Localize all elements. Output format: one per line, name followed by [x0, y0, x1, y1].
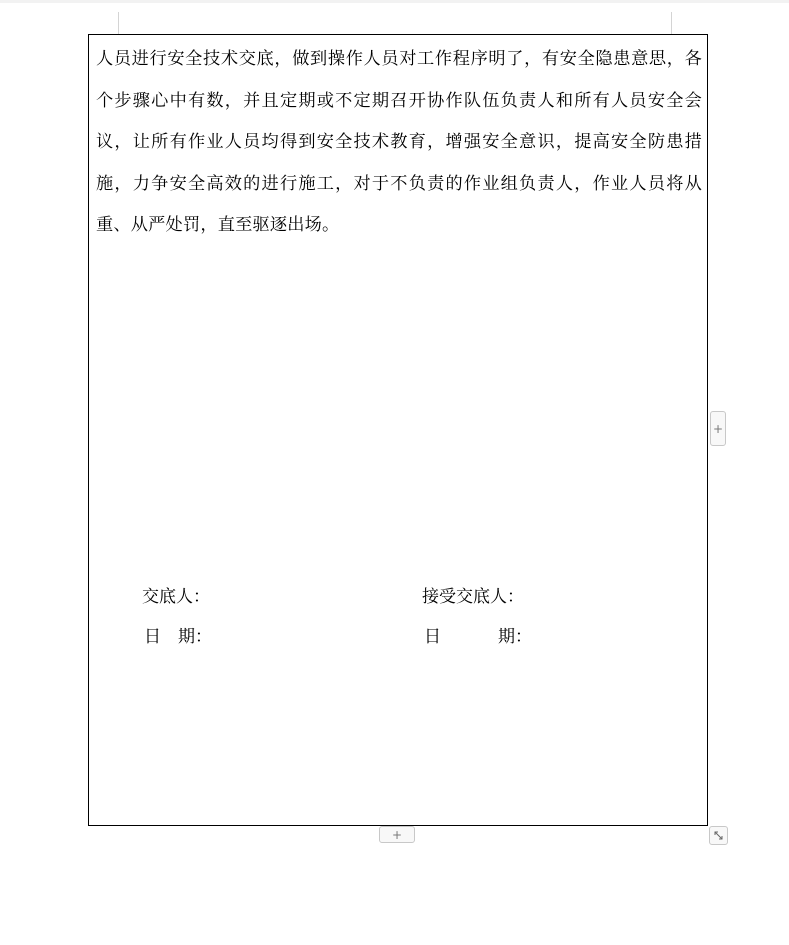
diagonal-resize-icon — [713, 830, 724, 841]
receiver-date-char2: 期： — [498, 627, 532, 647]
left-margin-marker — [118, 12, 119, 34]
add-row-button[interactable]: + — [710, 411, 726, 446]
receiver-date-char1: 日 — [424, 627, 441, 647]
body-paragraph: 人员进行安全技术交底，做到操作人员对工作程序明了，有安全隐患意思，各个步骤心中有数，并且定期或不定期召开协作队伍负责人和所有人员安全会议，让所有作业人员均得到安全技术教育，增强安全意识，提高安全防患措施，力争安全高效的进行施工，对于不负责的作业组负责人，作业人员将从重、从严处罚，直至驱逐出场。 — [96, 49, 702, 235]
right-margin-marker — [671, 12, 672, 34]
editor-top-strip — [0, 0, 789, 3]
receiver-label: 接受交底人： — [422, 587, 524, 607]
discloser-date-label: 日 期： — [144, 627, 212, 647]
discloser-label: 交底人： — [142, 587, 210, 607]
document-table-cell[interactable] — [88, 34, 708, 826]
receiver-date-label — [424, 625, 532, 649]
table-resize-handle[interactable] — [709, 826, 728, 845]
add-column-button[interactable]: + — [379, 826, 415, 843]
